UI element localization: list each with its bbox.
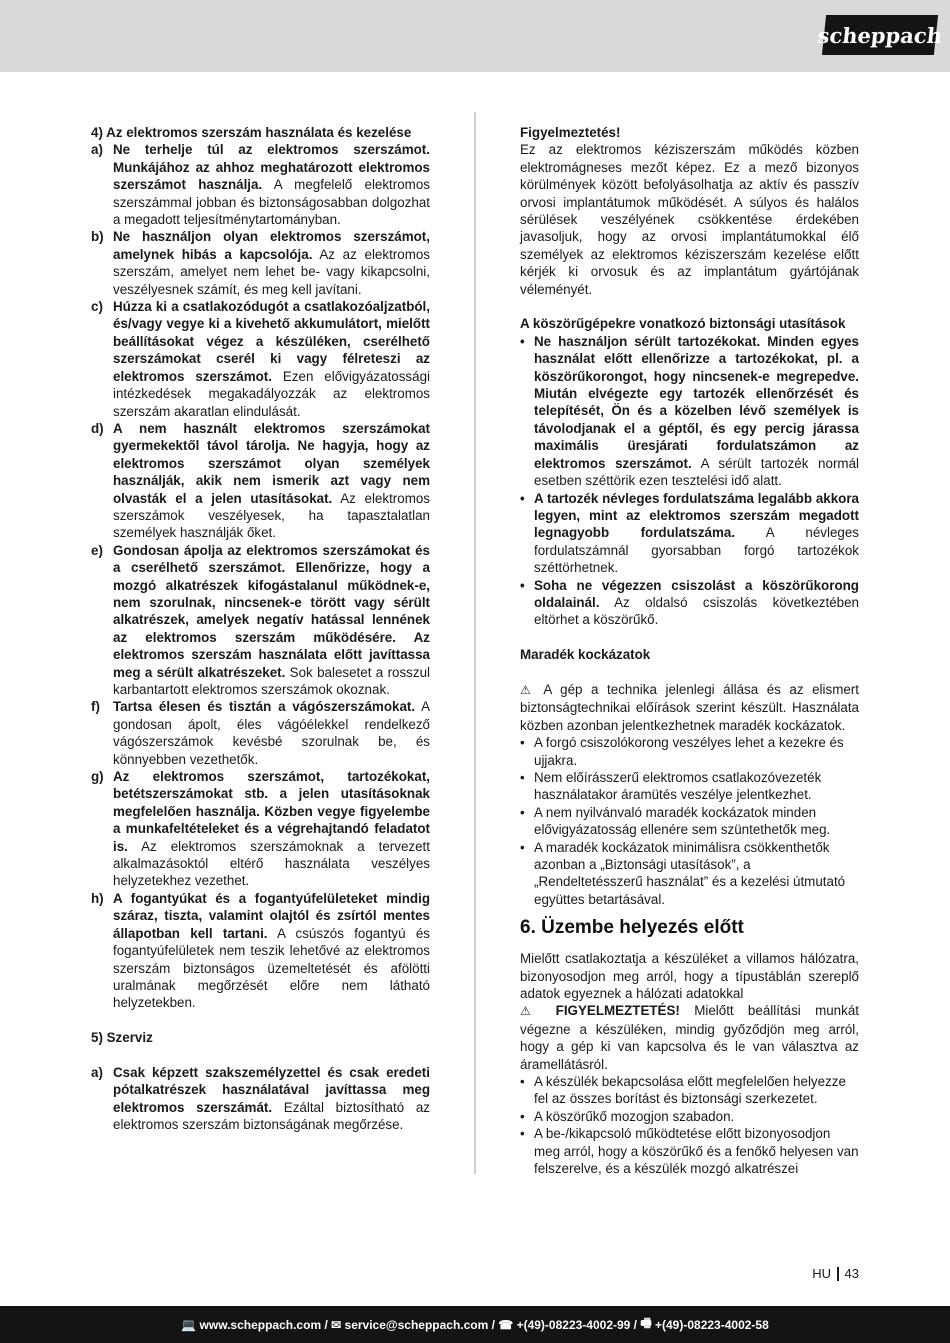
list-item: [91, 1064, 430, 1134]
bullet-bold-text: Ne használjon sérült tartozékokat. Minden egyes használat előtt ellenőrizze a tartozékokat, pl. a köszörűkorongot, hogy nincsenek-e megrepedve. Miután elvégezte egy tartozék ellenőrzését és telepítését, Ön és a közelben lévő személyek is távolodjanak el a géptől, és egy percig járassa maximális üresjárati fordulatszámon az elektromos szerszámot.: [534, 333, 859, 471]
grinder-safety-title: A köszörűgépekre vonatkozó biztonsági utasítások: [520, 316, 846, 332]
list-item: [91, 890, 430, 1012]
item-label: d): [91, 420, 104, 436]
residual-intro: ⚠ A gép a technika jelenlegi állása és az elismert biztonságtechnikai előírások szerint készült. Használata közben azonban jelentkezhetnek maradék kockázatok.: [520, 681, 859, 733]
section-5-title: 5) Szerviz: [91, 1030, 153, 1046]
section-5-list: [91, 1064, 430, 1134]
item-normal-text: A gondosan ápolt, éles vágóélekkel rendelkező vágószerszámok kevésbé szorulnak be, és könnyebben vezethetők.: [113, 699, 430, 767]
item-bold-text: Tartsa élesen és tisztán a vágószerszámokat.: [113, 699, 416, 715]
bullet-item: [520, 490, 859, 577]
warning-triangle-icon: ⚠: [520, 1004, 542, 1019]
bullet-item: [520, 333, 859, 490]
warning-title: Figyelmeztetés!: [520, 125, 621, 140]
item-text: [113, 228, 430, 298]
bullet-text: A készülék bekapcsolása előtt megfelelően helyezze fel az összes borítást és biztonsági szerkezetet.: [534, 1074, 846, 1107]
bullet-item: [520, 1125, 859, 1177]
bullet-text: A be-/kikapcsoló működtetése előtt bizonyosodjon meg arról, hogy a köszörűkő és a fenőkő helyesen van felszerelve, és a készülék mozgó alkatrészei: [534, 1126, 859, 1177]
item-bold-text: Az elektromos szerszámot, tartozékokat, betétszerszámokat stb. a jelen utasításoknak megfelelően használja. Közben vegye figyelembe a munkafeltételeket és a végrehajtandó feladatot is.: [113, 769, 430, 854]
bullet-item: [520, 839, 859, 909]
bullet-text: [534, 333, 859, 490]
item-text: [113, 420, 430, 542]
item-label: c): [91, 299, 103, 315]
footer-fax: +(49)-08223-4002-58: [651, 1317, 769, 1332]
footer-website[interactable]: www.scheppach.com /: [196, 1317, 332, 1332]
section-6-list: [520, 1073, 859, 1177]
bullet-normal-text: A névleges fordulatszámnál gyorsabban forgó tartozékok széttörhetnek.: [534, 525, 860, 576]
item-text: [113, 1064, 430, 1134]
bullet-text: Nem előírásszerű elektromos csatlakozóvezeték használatakor áramütés veszélye jelentkezhet.: [534, 769, 822, 803]
item-text: [113, 298, 430, 420]
section-6-title: 6. Üzembe helyezés előtt: [520, 917, 744, 939]
item-label: e): [91, 542, 103, 558]
item-bold-text: Gondosan ápolja az elektromos szerszámokat és a cserélhető szerszámot. Ellenőrizze, hogy a mozgó alkatrészek kifogástalanul működnek-e, nem szorulnak, nincsenek-e törött vagy sérült alkatrészek, amelyek negatív hatással lennének az elektromos szerszám működésére. Az elektromos szerszám használata előtt javíttassa meg a sérült alkatrészeket.: [113, 542, 430, 680]
bullet-icon: •: [520, 577, 525, 593]
bullet-text: A köszörűkő mozogjon szabadon.: [534, 1108, 735, 1124]
footer-bar: [0, 1306, 950, 1343]
bullet-icon: •: [520, 804, 525, 820]
item-text: [113, 141, 430, 228]
item-text: [113, 768, 430, 890]
section-4-title: 4) Az elektromos szerszám használata és kezelése: [91, 125, 412, 140]
bullet-item: [520, 1108, 859, 1125]
item-bold-text: A nem használt elektromos szerszámokat gyermekektől távol tárolja. Ne hagyja, hogy az elektromos szerszámot olyan személyek használják, akik nem ismerik azt vagy nem olvasták el a jelen utasításokat.: [113, 420, 430, 506]
item-bold-text: Ne terhelje túl az elektromos szerszámot. Munkájához az ahhoz meghatározott elektromos szerszámot használja.: [113, 142, 430, 193]
fax-icon: 🖷: [640, 1316, 652, 1330]
bullet-bold-text: Soha ne végezzen csiszolást a köszörűkorong oldalainál.: [534, 577, 859, 610]
item-label: h): [91, 890, 104, 906]
list-item: [91, 228, 430, 298]
right-column: [520, 124, 859, 1178]
footer-email[interactable]: service@scheppach.com /: [341, 1317, 499, 1332]
item-bold-text: Ne használjon olyan elektromos szerszámot, amelynek hibás a kapcsolója.: [113, 229, 430, 262]
warning-triangle-icon: ⚠: [520, 682, 536, 697]
list-item: [91, 698, 430, 768]
residual-risks-list: [520, 734, 859, 908]
bullet-icon: •: [520, 839, 525, 855]
bullet-item: [520, 577, 859, 629]
phone-icon: ☎: [498, 1317, 514, 1332]
item-label: a): [91, 1064, 103, 1080]
item-normal-text: Ezáltal biztosítható az elektromos szerszám biztonságának megőrzése.: [113, 1099, 430, 1133]
page-number: HU 43: [812, 1266, 859, 1281]
bullet-icon: •: [520, 1126, 525, 1142]
item-label: b): [91, 229, 104, 245]
bullet-normal-text: A sérült tartozék normál esetben széttörik ezen tesztelési idő alatt.: [534, 455, 859, 489]
item-text: [113, 542, 430, 699]
item-normal-text: Sok balesetet a rosszul karbantartott elektromos szerszámok okoznak.: [113, 664, 430, 697]
item-label: g): [91, 769, 104, 785]
warning-text: Ez az elektromos kéziszerszám működés közben elektromágneses mezőt képez. Ez a mező bizonyos körülmények között befolyásolhatja az aktív és passzív orvosi implantátumok működését. A súlyos és halálos sérülések veszélyének csökkentése érdekében javasoljuk, hogy az orvosi implantátumokkal élő személyek az elektromos kéziszerszám kezelése előtt kérjék ki orvosuk és az implantátum gyártójának véleményét.: [520, 142, 859, 297]
bullet-icon: •: [520, 1108, 525, 1124]
header-bar: [0, 0, 950, 72]
item-bold-text: Csak képzett szakszemélyzettel és csak eredeti pótalkatrészek használatával javíttassa meg elektromos szerszámát.: [113, 1064, 430, 1115]
bullet-icon: •: [520, 333, 525, 349]
item-normal-text: A csúszós fogantyú és fogantyúfelületek nem teszik lehetővé az elektromos szerszám biztonságos üzemeltetését és afölötti uralmának megőrzését előre nem látható helyzetekben.: [113, 925, 430, 1011]
bullet-icon: •: [520, 1074, 525, 1090]
item-text: [113, 890, 430, 1012]
bullet-normal-text: Az oldalsó csiszolás következtében eltörhet a köszörűkő.: [534, 594, 859, 628]
item-text: [113, 698, 430, 768]
left-column: [91, 124, 430, 1134]
item-label: a): [91, 142, 103, 158]
footer-phone: +(49)-08223-4002-99 /: [513, 1317, 641, 1332]
section-6-warning: ⚠ FIGYELMEZTETÉS! Mielőtt beállítási munkát végezne a készüléken, mindig győződjön meg arról, hogy a gép ki van kapcsolva és le van választva az áramellátásról.: [520, 1003, 859, 1072]
grinder-safety-list: [520, 333, 859, 629]
item-normal-text: Ezen elővigyázatossági intézkedések megakadályozzák az elektromos szerszám akaratlan elindulását.: [113, 368, 430, 419]
brand-logo: scheppach: [822, 15, 938, 55]
bullet-text: A forgó csiszolókorong veszélyes lehet a kezekre és ujjakra.: [534, 735, 844, 768]
residual-risks-title: Maradék kockázatok: [520, 647, 651, 663]
item-normal-text: A megfelelő elektromos szerszámmal jobban és biztonságosabban dolgozhat a megadott teljesítménytartományban.: [113, 177, 430, 228]
column-divider: [474, 112, 476, 1174]
list-item: [91, 298, 430, 420]
list-item: [91, 141, 430, 228]
bullet-text: [534, 490, 859, 577]
bullet-item: [520, 804, 859, 839]
section-6-paragraph: Mielőtt csatlakoztatja a készüléket a villamos hálózatra, bizonyosodjon meg arról, hogy a típustáblán szereplő adatok egyeznek a hálózati adatokkal: [520, 951, 859, 1002]
bullet-text: A nem nyilvánvaló maradék kockázatok minden elővigyázatosság ellenére sem szüntethetők meg.: [534, 804, 831, 838]
item-bold-text: A fogantyúkat és a fogantyúfelületeket mindig száraz, tiszta, valamint olajtól és zsírtól mentes állapotban kell tartani.: [113, 890, 430, 941]
item-normal-text: Az elektromos szerszámoknak a tervezett alkalmazásoktól eltérő használata veszélyes helyzetekhez vezethet.: [113, 838, 430, 889]
bullet-item: [520, 769, 859, 804]
bullet-text: [534, 577, 859, 629]
item-bold-text: Húzza ki a csatlakozódugót a csatlakozóaljzatból, és/vagy vegye ki a kivehető akkumulátort, mielőtt beállításokat végez a készüléken, cserélhető szerszámokat cserél ki vagy félreteszi az elektromos szerszámot.: [113, 299, 430, 384]
mail-icon: ✉: [331, 1317, 342, 1332]
bullet-icon: •: [520, 490, 525, 506]
bullet-item: [520, 734, 859, 769]
bullet-bold-text: A tartozék névleges fordulatszáma legalább akkora legyen, mint az elektromos szerszám megadott legnagyobb fordulatszáma.: [534, 490, 859, 541]
list-item: [91, 420, 430, 542]
item-normal-text: Az az elektromos szerszám, amelyet nem lehet be- vagy kikapcsolni, veszélyesnek számít, és meg kell javítani.: [113, 246, 430, 297]
bullet-icon: •: [520, 769, 525, 785]
computer-icon: 💻: [181, 1317, 197, 1332]
item-label: f): [91, 699, 100, 715]
bullet-icon: •: [520, 735, 525, 751]
item-normal-text: Az elektromos szerszámok veszélyesek, ha tapasztalatlan személyek használják őket.: [113, 490, 430, 541]
list-item: [91, 542, 430, 699]
list-item: [91, 768, 430, 890]
bullet-text: A maradék kockázatok minimálisra csökkenthetők azonban a „Biztonsági utasítások”, a „Rendeltetésszerű használat” és a kezelési útmutató együttes betartásával.: [534, 839, 846, 907]
section-4-list: [91, 141, 430, 1011]
bullet-item: [520, 1073, 859, 1108]
